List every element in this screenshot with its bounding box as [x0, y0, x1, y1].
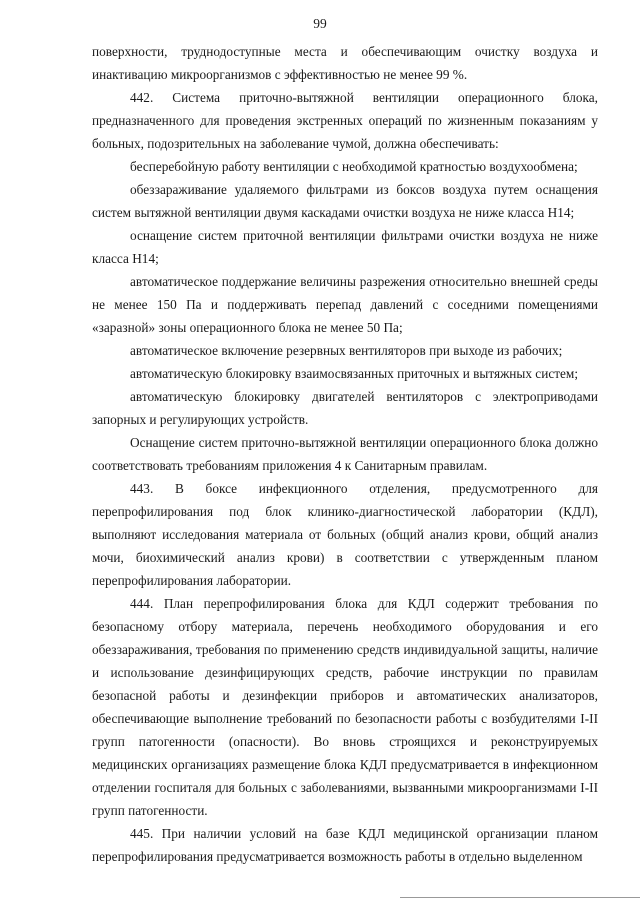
list-item: автоматическую блокировку взаимосвязанных приточных и вытяжных систем;: [130, 366, 579, 381]
document-body: [92, 40, 598, 868]
list-item: автоматическое включение резервных вентиляторов при выходе из рабочих;: [130, 343, 563, 358]
list-item: автоматическое поддержание величины разрежения относительно внешней среды не менее 150 Па и поддерживать перепад давлений с соседними помещениями «заразной» зоны операционного блока не менее 50 Па;: [92, 274, 598, 335]
paragraph-444: 444. План перепрофилирования блока для КДЛ содержит требования по безопасному отбору материала, перечень необходимого оборудования и его обеззараживания, требования по применению средств индивидуальной защиты, наличие и использование дезинфицирующих средств, рабочие инструкции по правилам безопасной работы и дезинфекции приборов и автоматических анализаторов, обеспечивающие выполнение требований по безопасности работы с возбудителями I-II групп патогенности (опасности). Во вновь строящихся и реконструируемых медицинских организациях размещение блока КДЛ предусматривается в инфекционном отделении госпиталя для больных с заболеваниями, вызванными микроорганизмами I-II групп патогенности.: [92, 596, 598, 818]
paragraph-442: 442. Система приточно-вытяжной вентиляции операционного блока, предназначенного для проведения экстренных операций по жизненным показаниям у больных, подозрительных на заболевание чумой, должна обеспечивать:: [92, 90, 598, 151]
paragraph: поверхности, труднодоступные места и обеспечивающим очистку воздуха и инактивацию микроорганизмов с эффективностью не менее 99 %.: [92, 44, 598, 82]
paragraph-443: 443. В боксе инфекционного отделения, предусмотренного для перепрофилирования под блок клинико-диагностической лаборатории (КДЛ), выполняют исследования материала от больных (общий анализ крови, общий анализ мочи, биохимический анализ крови) в соответствии с утвержденным планом перепрофилирования лаборатории.: [92, 481, 598, 588]
list-item: оснащение систем приточной вентиляции фильтрами очистки воздуха не ниже класса Н14;: [92, 228, 598, 266]
page-number: 99: [313, 16, 327, 31]
bottom-divider: [400, 897, 640, 898]
paragraph-445: 445. При наличии условий на базе КДЛ медицинской организации планом перепрофилирования предусматривается возможность работы в отдельно выделенном: [92, 826, 598, 864]
list-item: бесперебойную работу вентиляции с необходимой кратностью воздухообмена;: [130, 159, 578, 174]
list-item: автоматическую блокировку двигателей вентиляторов с электроприводами запорных и регулирующих устройств.: [92, 389, 598, 427]
paragraph: Оснащение систем приточно-вытяжной вентиляции операционного блока должно соответствовать требованиям приложения 4 к Санитарным правилам.: [92, 435, 598, 473]
list-item: обеззараживание удаляемого фильтрами из боксов воздуха путем оснащения систем вытяжной вентиляции двумя каскадами очистки воздуха не ниже класса Н14;: [92, 182, 598, 220]
